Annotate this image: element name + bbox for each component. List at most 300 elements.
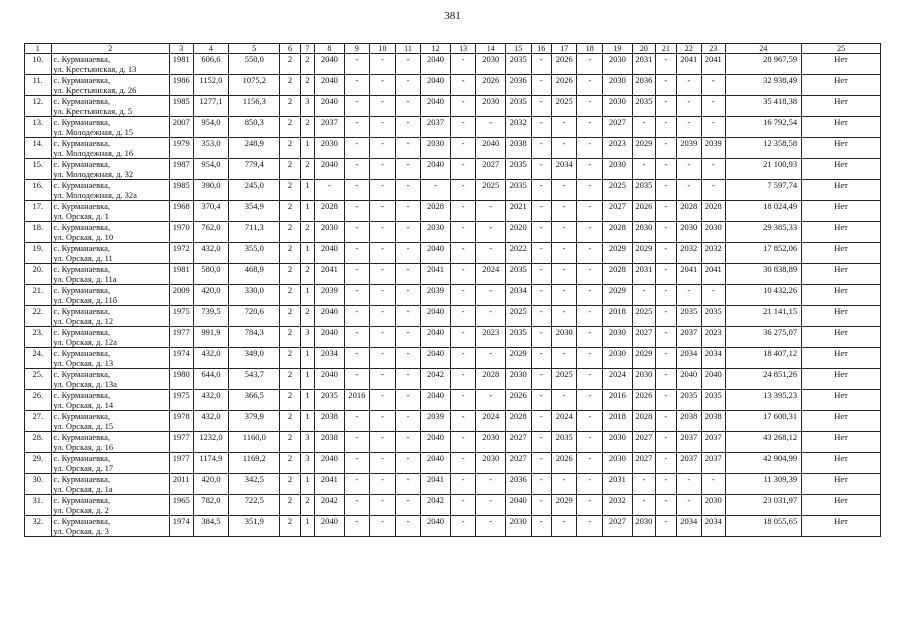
table-cell: 1972 [170, 243, 193, 264]
table-cell: - [656, 180, 676, 201]
address-cell: с. Курманаевка, ул. Орская, д. 13 [51, 348, 169, 369]
table-cell: 2030 [632, 516, 655, 537]
table-cell: - [632, 495, 655, 516]
table-cell: 379,9 [229, 411, 280, 432]
table-cell: Нет [802, 243, 881, 264]
table-cell: 2022 [506, 243, 532, 264]
table-cell: 2028 [421, 201, 451, 222]
table-cell: 3 [300, 432, 314, 453]
table-cell: 2034 [676, 516, 702, 537]
column-header: 19 [603, 44, 633, 54]
table-cell: 420,0 [193, 474, 229, 495]
table-cell: - [395, 411, 421, 432]
table-cell: 355,0 [229, 243, 280, 264]
table-row [25, 495, 881, 516]
table-cell: 2030 [702, 222, 725, 243]
table-cell: 2040 [421, 243, 451, 264]
table-cell: 2030 [603, 96, 633, 117]
cost-cell: 35 418,38 [725, 96, 802, 117]
table-cell: - [344, 474, 370, 495]
table-cell: 2023 [476, 327, 506, 348]
table-cell: 2024 [476, 411, 506, 432]
table-cell: - [656, 75, 676, 96]
table-cell: 2034 [702, 348, 725, 369]
table-cell: - [702, 75, 725, 96]
table-cell: - [656, 516, 676, 537]
table-cell: 1981 [170, 54, 193, 75]
row-number-cell: 11. [25, 75, 52, 96]
table-cell: - [370, 411, 396, 432]
table-cell: - [421, 180, 451, 201]
table-cell: 543,7 [229, 369, 280, 390]
table-cell: - [370, 243, 396, 264]
table-cell: 2041 [702, 54, 725, 75]
table-cell: 2030 [603, 75, 633, 96]
table-cell: 762,0 [193, 222, 229, 243]
table-cell: - [395, 369, 421, 390]
table-cell: - [656, 495, 676, 516]
table-cell: 1 [300, 180, 314, 201]
table-cell: - [551, 348, 577, 369]
table-cell: - [476, 201, 506, 222]
column-header: 17 [551, 44, 577, 54]
cost-cell: 23 031,97 [725, 495, 802, 516]
table-cell: 2026 [551, 54, 577, 75]
table-cell: 2034 [702, 516, 725, 537]
table-cell: - [395, 306, 421, 327]
table-row [25, 222, 881, 243]
table-row [25, 54, 881, 75]
table-cell: - [656, 474, 676, 495]
table-cell: - [344, 453, 370, 474]
row-number-cell: 31. [25, 495, 52, 516]
table-cell: - [531, 432, 551, 453]
row-number-cell: 19. [25, 243, 52, 264]
table-cell: 2030 [315, 138, 345, 159]
table-cell: 1978 [170, 411, 193, 432]
table-cell: 2027 [632, 432, 655, 453]
table-cell: - [370, 306, 396, 327]
table-cell: 354,9 [229, 201, 280, 222]
table-cell: - [531, 243, 551, 264]
table-cell: - [395, 390, 421, 411]
table-cell: - [531, 348, 551, 369]
table-cell: Нет [802, 453, 881, 474]
table-cell: 2041 [421, 474, 451, 495]
table-cell: - [702, 159, 725, 180]
table-cell: - [395, 75, 421, 96]
table-cell: - [676, 117, 702, 138]
table-cell: - [531, 390, 551, 411]
row-number-cell: 12. [25, 96, 52, 117]
table-cell: 2026 [632, 201, 655, 222]
table-cell: 1 [300, 516, 314, 537]
table-cell: 245,0 [229, 180, 280, 201]
table-cell: 2035 [702, 306, 725, 327]
table-cell: - [676, 75, 702, 96]
table-cell: 2 [280, 264, 300, 285]
table-cell: 2028 [603, 222, 633, 243]
table-cell: 2028 [506, 411, 532, 432]
table-cell: - [450, 264, 476, 285]
table-cell: - [395, 138, 421, 159]
table-cell: - [450, 390, 476, 411]
row-number-cell: 30. [25, 474, 52, 495]
table-cell: - [577, 201, 603, 222]
table-cell: 2 [280, 390, 300, 411]
table-cell: - [577, 411, 603, 432]
table-cell: 2040 [315, 96, 345, 117]
address-cell: с. Курманаевка, ул. Орская, д. 1 [51, 201, 169, 222]
cost-cell: 7 597,74 [725, 180, 802, 201]
table-row [25, 285, 881, 306]
table-cell: 2026 [476, 75, 506, 96]
table-row [25, 348, 881, 369]
table-cell: 2032 [506, 117, 532, 138]
table-cell: - [632, 285, 655, 306]
table-cell: 2023 [603, 138, 633, 159]
table-cell: - [551, 306, 577, 327]
column-header: 2 [51, 44, 169, 54]
table-cell: - [395, 474, 421, 495]
address-cell: с. Курманаевка, ул. Орская, д. 1а [51, 474, 169, 495]
table-cell: 2030 [421, 222, 451, 243]
table-cell: 2038 [702, 411, 725, 432]
cost-cell: 18 055,65 [725, 516, 802, 537]
table-cell: - [395, 285, 421, 306]
row-number-cell: 26. [25, 390, 52, 411]
table-cell: - [344, 138, 370, 159]
table-cell: 644,0 [193, 369, 229, 390]
table-cell: 2040 [421, 432, 451, 453]
table-cell: 349,0 [229, 348, 280, 369]
table-cell: 2018 [603, 411, 633, 432]
table-cell: 2016 [603, 390, 633, 411]
table-cell: 2040 [476, 138, 506, 159]
table-cell: 1975 [170, 306, 193, 327]
table-cell: Нет [802, 411, 881, 432]
table-row [25, 369, 881, 390]
table-cell: 2040 [421, 453, 451, 474]
table-cell: Нет [802, 474, 881, 495]
table-cell: 2031 [603, 474, 633, 495]
table-cell: 991,9 [193, 327, 229, 348]
table-cell: - [676, 96, 702, 117]
table-cell: 2009 [170, 285, 193, 306]
table-cell: - [656, 411, 676, 432]
table-cell: 2 [280, 432, 300, 453]
column-header: 15 [506, 44, 532, 54]
table-cell: 2030 [315, 222, 345, 243]
table-cell: - [344, 180, 370, 201]
table-cell: 2030 [551, 327, 577, 348]
table-cell: 1160,0 [229, 432, 280, 453]
table-cell: 3 [300, 453, 314, 474]
table-cell: 580,0 [193, 264, 229, 285]
table-cell: - [344, 117, 370, 138]
table-cell: 2031 [632, 54, 655, 75]
table-cell: - [476, 243, 506, 264]
table-cell: 1156,3 [229, 96, 280, 117]
table-cell: 2036 [632, 75, 655, 96]
table-cell: - [531, 306, 551, 327]
table-cell: 2030 [476, 96, 506, 117]
table-cell: - [551, 138, 577, 159]
table-cell: Нет [802, 54, 881, 75]
table-cell: - [531, 516, 551, 537]
table-cell: 2020 [506, 222, 532, 243]
column-header: 9 [344, 44, 370, 54]
table-cell: - [531, 222, 551, 243]
table-row [25, 432, 881, 453]
table-cell: - [577, 327, 603, 348]
table-row [25, 264, 881, 285]
table-cell: - [450, 117, 476, 138]
table-cell: 1 [300, 474, 314, 495]
table-cell: - [656, 306, 676, 327]
address-cell: с. Курманаевка, ул. Молодежная, д. 16 [51, 138, 169, 159]
table-cell: 2025 [506, 306, 532, 327]
cost-cell: 24 851,26 [725, 369, 802, 390]
table-cell: - [656, 264, 676, 285]
cost-cell: 13 395,23 [725, 390, 802, 411]
cost-cell: 17 600,31 [725, 411, 802, 432]
table-cell: - [551, 390, 577, 411]
table-cell: 2032 [702, 243, 725, 264]
table-cell: 2023 [702, 327, 725, 348]
cost-cell: 36 275,07 [725, 327, 802, 348]
table-cell: - [551, 222, 577, 243]
table-cell: 1 [300, 390, 314, 411]
table-cell: 2025 [632, 306, 655, 327]
table-cell: - [577, 432, 603, 453]
cost-cell: 30 838,89 [725, 264, 802, 285]
row-number-cell: 15. [25, 159, 52, 180]
table-cell: Нет [802, 75, 881, 96]
table-cell: 1985 [170, 96, 193, 117]
table-cell: 351,9 [229, 516, 280, 537]
table-cell: 1975 [170, 390, 193, 411]
table-row [25, 180, 881, 201]
table-cell: - [577, 264, 603, 285]
table-cell: Нет [802, 432, 881, 453]
table-cell: - [370, 453, 396, 474]
table-cell: 2032 [603, 495, 633, 516]
table-cell: 2029 [632, 348, 655, 369]
table-cell: 782,0 [193, 495, 229, 516]
table-cell: - [370, 75, 396, 96]
table-cell: Нет [802, 201, 881, 222]
table-cell: 2 [280, 474, 300, 495]
table-cell: 2 [280, 411, 300, 432]
table-cell: - [344, 264, 370, 285]
cost-cell: 18 407,12 [725, 348, 802, 369]
address-cell: с. Курманаевка, ул. Орская, д. 2 [51, 495, 169, 516]
table-cell: 550,0 [229, 54, 280, 75]
column-header: 4 [193, 44, 229, 54]
table-cell: 711,3 [229, 222, 280, 243]
table-cell: - [656, 432, 676, 453]
table-cell: 2035 [702, 390, 725, 411]
table-cell: - [531, 180, 551, 201]
table-cell: 2 [280, 180, 300, 201]
table-cell: - [531, 285, 551, 306]
table-cell: - [395, 495, 421, 516]
table-cell: 2031 [632, 264, 655, 285]
table-cell: 1977 [170, 432, 193, 453]
column-header: 8 [315, 44, 345, 54]
table-cell: 2037 [702, 432, 725, 453]
table-cell: Нет [802, 159, 881, 180]
column-header: 23 [702, 44, 725, 54]
table-cell: 2030 [506, 369, 532, 390]
address-cell: с. Курманаевка, ул. Орская, д. 13а [51, 369, 169, 390]
table-cell: - [531, 117, 551, 138]
table-cell: 2030 [603, 348, 633, 369]
table-cell: 2030 [632, 222, 655, 243]
table-cell: - [577, 474, 603, 495]
table-cell: - [656, 390, 676, 411]
table-cell: - [656, 285, 676, 306]
cost-cell: 32 938,49 [725, 75, 802, 96]
table-cell: 342,5 [229, 474, 280, 495]
table-cell: - [370, 222, 396, 243]
table-cell: - [551, 180, 577, 201]
table-cell: - [395, 264, 421, 285]
table-cell: 2040 [315, 75, 345, 96]
table-cell: - [370, 285, 396, 306]
row-number-cell: 23. [25, 327, 52, 348]
table-cell: - [577, 159, 603, 180]
table-cell: 1968 [170, 201, 193, 222]
cost-cell: 12 358,58 [725, 138, 802, 159]
table-row [25, 411, 881, 432]
table-cell: 2030 [476, 453, 506, 474]
table-cell: - [476, 390, 506, 411]
table-cell: 2037 [702, 453, 725, 474]
table-cell: 432,0 [193, 390, 229, 411]
table-cell: - [676, 159, 702, 180]
table-cell: 1974 [170, 516, 193, 537]
table-cell: - [632, 474, 655, 495]
table-cell: 2040 [315, 54, 345, 75]
table-cell: 2035 [632, 96, 655, 117]
table-cell: 2036 [506, 75, 532, 96]
table-cell: - [450, 54, 476, 75]
table-cell: 2035 [506, 264, 532, 285]
table-cell: - [395, 327, 421, 348]
table-cell: 1979 [170, 138, 193, 159]
table-cell: - [450, 516, 476, 537]
table-cell: 2037 [421, 117, 451, 138]
table-cell: 2039 [676, 138, 702, 159]
table-cell: 2029 [603, 243, 633, 264]
table-cell: 2 [280, 54, 300, 75]
table-cell: 954,0 [193, 117, 229, 138]
table-cell: - [577, 222, 603, 243]
column-header: 21 [656, 44, 676, 54]
table-cell: 2 [280, 96, 300, 117]
table-cell: 2007 [170, 117, 193, 138]
table-cell: - [632, 159, 655, 180]
table-cell: - [702, 180, 725, 201]
table-cell: 2039 [421, 411, 451, 432]
table-cell: - [577, 306, 603, 327]
column-header: 16 [531, 44, 551, 54]
table-row [25, 327, 881, 348]
row-number-cell: 13. [25, 117, 52, 138]
table-cell: 2037 [676, 453, 702, 474]
address-cell: с. Курманаевка, ул. Крестьянская, д. 13 [51, 54, 169, 75]
table-cell: 1970 [170, 222, 193, 243]
table-cell: 2040 [315, 243, 345, 264]
table-cell: 2040 [315, 453, 345, 474]
address-cell: с. Курманаевка, ул. Орская, д. 17 [51, 453, 169, 474]
column-header: 10 [370, 44, 396, 54]
table-cell: - [476, 348, 506, 369]
table-cell: - [577, 243, 603, 264]
table-cell: 2029 [632, 138, 655, 159]
table-cell: 2034 [676, 348, 702, 369]
table-cell: 2041 [676, 54, 702, 75]
table-cell: - [676, 474, 702, 495]
table-cell: - [450, 327, 476, 348]
table-row [25, 75, 881, 96]
cost-cell: 10 432,26 [725, 285, 802, 306]
table-cell: 2035 [676, 390, 702, 411]
header-row [25, 44, 881, 54]
row-number-cell: 32. [25, 516, 52, 537]
table-cell: - [656, 201, 676, 222]
table-cell: 2 [280, 369, 300, 390]
cost-cell: 21 100,93 [725, 159, 802, 180]
table-cell: - [702, 474, 725, 495]
table-cell: - [656, 369, 676, 390]
table-cell: - [344, 327, 370, 348]
table-cell: 2037 [676, 327, 702, 348]
table-cell: 2 [300, 159, 314, 180]
table-cell: - [395, 432, 421, 453]
table-cell: - [551, 474, 577, 495]
table-cell: - [656, 138, 676, 159]
table-cell: - [450, 432, 476, 453]
table-cell: 1980 [170, 369, 193, 390]
table-cell: 2 [280, 201, 300, 222]
table-cell: - [450, 201, 476, 222]
table-cell: - [531, 411, 551, 432]
table-cell: 1 [300, 201, 314, 222]
table-cell: 2032 [676, 243, 702, 264]
table-cell: 2025 [476, 180, 506, 201]
table-cell: 2039 [702, 138, 725, 159]
table-cell: 722,5 [229, 495, 280, 516]
row-number-cell: 16. [25, 180, 52, 201]
table-cell: 1987 [170, 159, 193, 180]
table-cell: 2 [300, 117, 314, 138]
table-cell: - [450, 180, 476, 201]
table-cell: 784,3 [229, 327, 280, 348]
table-cell: 2 [280, 138, 300, 159]
table-cell: - [476, 222, 506, 243]
address-cell: с. Курманаевка, ул. Орская, д. 12 [51, 306, 169, 327]
table-cell: 2030 [421, 138, 451, 159]
table-cell: 2040 [421, 327, 451, 348]
table-cell: 1977 [170, 453, 193, 474]
table-cell: 2 [300, 75, 314, 96]
table-cell: 2 [280, 327, 300, 348]
table-cell: - [370, 390, 396, 411]
table-cell: 2030 [603, 159, 633, 180]
